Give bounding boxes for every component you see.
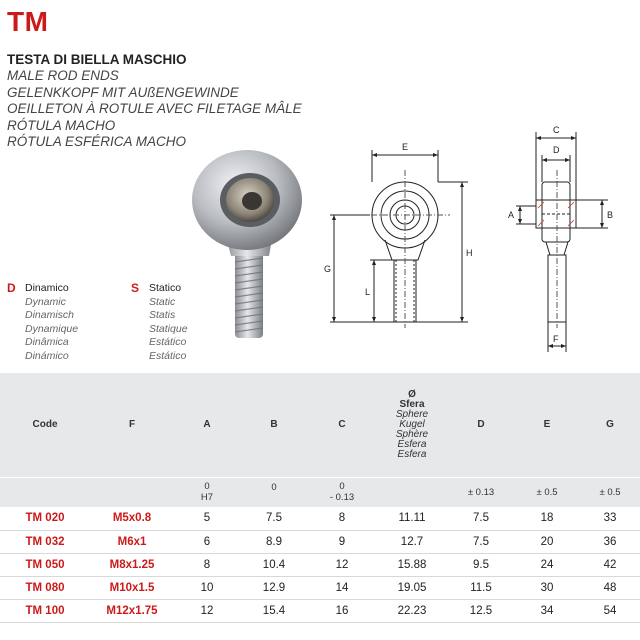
sfera-label: Sfera [399,398,425,410]
cell-b: 7.5 [240,507,308,530]
product-title-block [7,51,302,151]
cell-g: 54 [580,599,640,622]
legend-static-main: Statico [149,282,182,294]
cell-e: 34 [514,599,580,622]
legend-dynamic-alt: Dinámico [25,349,69,362]
sfera-alt: Sphere [395,408,429,420]
technical-drawing [310,120,640,360]
dim-label-c: C [553,125,560,135]
dim-label-l: L [365,287,371,297]
cell-c: 14 [308,576,376,599]
cell-c: 8 [308,507,376,530]
legend-dynamic-alt: Dynamique [25,322,79,335]
tolerance-b: 0 [240,477,308,507]
col-header-b: B [270,419,278,431]
cell-a: 8 [174,553,240,576]
legend-static-alt: Estático [149,349,187,362]
cell-code: TM 050 [0,553,90,576]
table-row [0,507,640,530]
spec-table [0,373,640,623]
title-french: OEILLETON À ROTULE AVEC FILETAGE MÂLE [7,101,302,117]
title-english: MALE ROD ENDS [7,68,119,83]
title-portuguese: RÓTULA MACHO [7,117,116,133]
cell-f: M10x1.5 [90,576,174,599]
cell-a: 12 [174,599,240,622]
tolerance-d: ± 0.13 [448,477,514,507]
cell-b: 12.9 [240,576,308,599]
cell-e: 20 [514,530,580,553]
cell-g: 36 [580,530,640,553]
sfera-alt: Esfera [397,448,427,460]
sfera-alt: Sphère [395,428,429,440]
cell-b: 10.4 [240,553,308,576]
cell-sfera: 15.88 [376,553,448,576]
sfera-diameter-symbol: Ø [408,388,416,400]
title-spanish: RÓTULA ESFÉRICA MACHO [7,134,187,150]
sfera-alt: Kugel [399,418,425,430]
cell-sfera: 19.05 [376,576,448,599]
sfera-alt: Esfera [397,438,427,450]
legend-static-alt: Statis [149,309,176,322]
cell-sfera: 22.23 [376,599,448,622]
cell-code: TM 080 [0,576,90,599]
cell-b: 15.4 [240,599,308,622]
cell-c: 12 [308,553,376,576]
col-header-c: C [338,419,346,431]
dim-label-e: E [402,142,409,152]
col-header-g: G [606,419,614,431]
rod-end-photo [185,138,315,348]
cell-a: 6 [174,530,240,553]
tolerance-e: ± 0.5 [514,477,580,507]
cell-a: 10 [174,576,240,599]
cell-d: 11.5 [448,576,514,599]
cell-d: 9.5 [448,553,514,576]
dim-label-d: D [553,145,560,155]
cell-d: 12.5 [448,599,514,622]
legend-dynamic-letter: D [7,281,16,295]
legend-dynamic-alt: Dinâmica [25,336,69,349]
cell-d: 7.5 [448,530,514,553]
cell-b: 8.9 [240,530,308,553]
col-header-code: Code [32,419,58,431]
legend-dynamic-main: Dinamico [25,282,69,294]
col-header-sfera [376,373,448,477]
cell-e: 30 [514,576,580,599]
col-header-f: F [128,419,136,431]
cell-d: 7.5 [448,507,514,530]
tolerance-c: 0 - 0.13 [308,477,376,507]
legend-dynamic-alt: Dynamic [25,295,66,308]
title-italian: TESTA DI BIELLA MASCHIO [7,52,187,67]
col-header-e: E [543,419,551,431]
dim-label-b: B [607,210,614,220]
cell-f: M8x1.25 [90,553,174,576]
product-code-title: TM [7,6,49,37]
dim-label-g: G [324,264,332,274]
table-header-row [0,373,640,477]
cell-g: 42 [580,553,640,576]
col-header-a: A [203,419,211,431]
title-german: GELENKKOPF MIT AUßENGEWINDE [7,84,239,100]
table-row [0,530,640,553]
cell-c: 16 [308,599,376,622]
cell-sfera: 11.11 [376,507,448,530]
cell-e: 18 [514,507,580,530]
cell-g: 33 [580,507,640,530]
cell-f: M12x1.75 [90,599,174,622]
cell-f: M6x1 [90,530,174,553]
tolerance-g: ± 0.5 [580,477,640,507]
table-row [0,576,640,599]
legend-static-alt: Estático [149,336,187,349]
tolerance-a: 0 H7 [174,477,240,507]
cell-code: TM 020 [0,507,90,530]
col-header-d: D [477,419,485,431]
dim-label-h: H [466,248,473,258]
cell-a: 5 [174,507,240,530]
cell-e: 24 [514,553,580,576]
cell-f: M5x0.8 [90,507,174,530]
dim-label-f: F [553,334,559,344]
legend-dynamic-alt: Dinamisch [25,309,75,322]
table-row [0,599,640,622]
cell-c: 9 [308,530,376,553]
table-row [0,553,640,576]
legend-static-alt: Statique [149,322,188,335]
cell-code: TM 100 [0,599,90,622]
legend-static-alt: Static [149,295,176,308]
cell-g: 48 [580,576,640,599]
legend-static-letter: S [131,281,140,295]
cell-sfera: 12.7 [376,530,448,553]
cell-code: TM 032 [0,530,90,553]
tolerance-row [0,477,640,507]
dim-label-a: A [508,210,515,220]
